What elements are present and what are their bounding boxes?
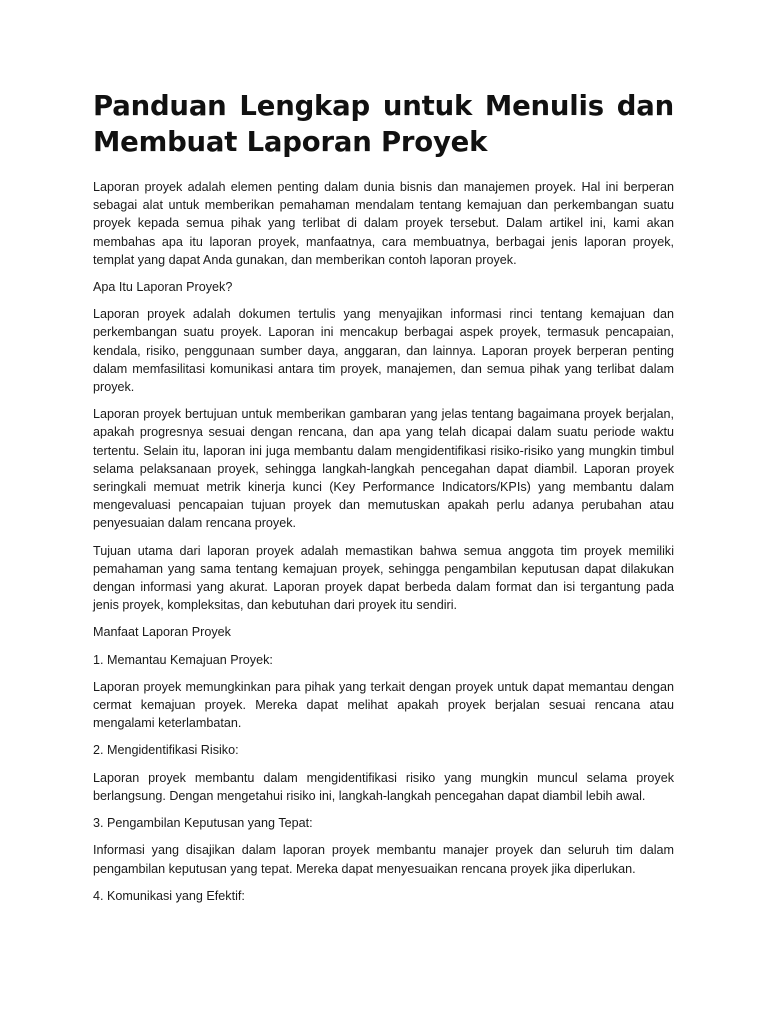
body-paragraph: Tujuan utama dari laporan proyek adalah memastikan bahwa semua anggota tim proyek memiliki pemahaman yang sama tentang kemajuan proyek, sehingga pengambilan keputusan dapat dilakukan dengan informasi yang akurat. Laporan proyek dapat berbeda dalam format dan isi tergantung pada jenis proyek, kompleksitas, dan kebutuhan dari proyek itu sendiri. <box>93 543 674 613</box>
list-heading: 1. Memantau Kemajuan Proyek: <box>93 652 273 667</box>
list-heading: 2. Mengidentifikasi Risiko: <box>93 743 239 758</box>
section-heading: Manfaat Laporan Proyek <box>93 625 231 640</box>
section-heading: Apa Itu Laporan Proyek? <box>93 280 233 295</box>
document-page <box>93 88 674 914</box>
list-heading: 4. Komunikasi yang Efektif: <box>93 888 245 903</box>
body-paragraph: Informasi yang disajikan dalam laporan proyek membantu manajer proyek dan seluruh tim dalam pengambilan keputusan yang tepat. Mereka dapat menyesuaikan rencana proyek jika diperlukan. <box>93 843 674 876</box>
body-paragraph: Laporan proyek adalah dokumen tertulis yang menyajikan informasi rinci tentang kemajuan dan perkembangan suatu proyek. Laporan ini mencakup berbagai aspek proyek, termasuk pencapaian, kendala, risiko, penggunaan sumber daya, anggaran, dan lainnya. Laporan proyek berperan penting dalam memfasilitasi komunikasi antara tim proyek, manajemen, dan semua pihak yang terlibat dalam proyek. <box>93 307 674 395</box>
body-paragraph: Laporan proyek bertujuan untuk memberikan gambaran yang jelas tentang bagaimana proyek berjalan, apakah progresnya sesuai dengan rencana, dan apa yang telah dicapai dalam suatu periode waktu tertentu. Selain itu, laporan ini juga membantu dalam mengidentifikasi risiko-risiko yang mungkin timbul selama pelaksanaan proyek, sehingga langkah-langkah pencegahan dapat diambil. Laporan proyek seringkali memuat metrik kinerja kunci (Key Performance Indicators/KPIs) yang membantu dalam mengevaluasi pencapaian tujuan proyek dan memutuskan apakah perlu adanya perubahan atau penyesuaian dalam rencana proyek. <box>93 407 674 531</box>
body-paragraph: Laporan proyek memungkinkan para pihak yang terkait dengan proyek untuk dapat memantau dengan cermat kemajuan proyek. Mereka dapat melihat apakah proyek berjalan sesuai rencana atau mengalami keterlambatan. <box>93 679 674 731</box>
list-heading: 3. Pengambilan Keputusan yang Tepat: <box>93 816 313 831</box>
body-paragraph: Laporan proyek membantu dalam mengidentifikasi risiko yang mungkin muncul selama proyek berlangsung. Dengan mengetahui risiko ini, langkah-langkah pencegahan dapat diambil lebih awal. <box>93 770 674 803</box>
body-paragraph: Laporan proyek adalah elemen penting dalam dunia bisnis dan manajemen proyek. Hal ini berperan sebagai alat untuk memberikan pemahaman mendalam tentang kemajuan dan perkembangan suatu proyek kepada semua pihak yang terlibat di dalam proyek tersebut. Dalam artikel ini, kami akan membahas apa itu laporan proyek, manfaatnya, cara membuatnya, berbagai jenis laporan proyek, templat yang dapat Anda gunakan, dan memberikan contoh laporan proyek. <box>93 180 674 267</box>
document-title: Panduan Lengkap untuk Menulis dan Membuat Laporan Proyek <box>93 90 674 158</box>
